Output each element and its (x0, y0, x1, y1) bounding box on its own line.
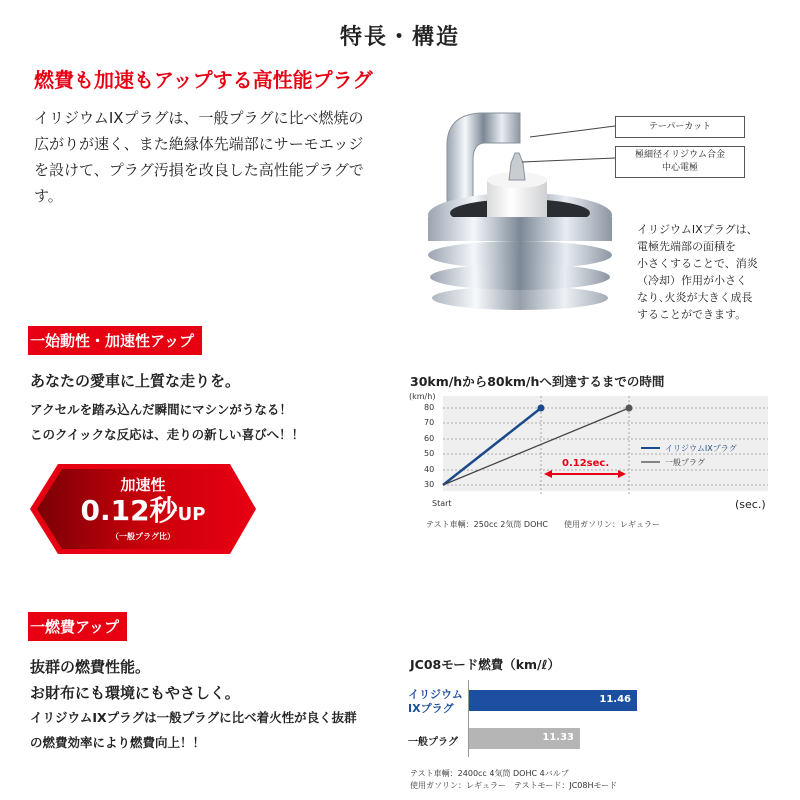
body-line: イリジウムIXプラグは一般プラグに比べ着火性が良く抜群 (30, 710, 357, 725)
section-label-acceleration: 一始動性・加速性アップ (28, 326, 202, 355)
section-label-fuel: 一燃費アップ (28, 612, 127, 641)
accel-chart-footnote: テスト車輌：250cc 2気筒 DOHC 使用ガソリン：レギュラー (426, 520, 660, 529)
fuel-chart-footnote (410, 768, 617, 792)
badge-number: 0.12秒 (80, 494, 178, 527)
badge-text (30, 464, 256, 554)
accel-body (30, 397, 304, 447)
body-line: このクイックな反応は、走りの新しい喜びへ！！ (30, 427, 305, 442)
fuel-lead (30, 654, 240, 706)
y-tick: 70 (424, 418, 435, 427)
callout-taper-cut: テーパーカット (615, 116, 745, 138)
note-line: 小さくすることで、消炎 (637, 257, 758, 270)
badge-value (30, 495, 256, 531)
footnote-line: 使用ガソリン：レギュラー テストモード：JC08Hモード (410, 781, 618, 790)
difference-annotation: 0.12sec. (562, 458, 610, 469)
intro-text (34, 105, 379, 209)
bar-value: 11.33 (542, 732, 574, 743)
y-axis-label: (km/h) (409, 392, 436, 401)
y-tick: 40 (424, 465, 435, 474)
accel-chart-title: 30km/hから80km/hへ到達するまでの時間 (410, 374, 665, 389)
body-line: アクセルを踏み込んだ瞬間にマシンがうなる！ (30, 402, 292, 417)
note-line: することができます。 (637, 308, 747, 321)
fuel-body (30, 705, 357, 755)
badge-title: 加速性 (120, 476, 166, 494)
bar-value: 11.46 (599, 694, 631, 705)
page-title: 特長・構造 (339, 25, 460, 50)
legend-standard: 一般プラグ (665, 458, 705, 467)
note-line: イリジウムIXプラグは、 (637, 223, 758, 236)
intro-line: を設けて、プラグ汚損を改良した高性能プラグで (34, 161, 364, 179)
accel-lead: あなたの愛車に上質な走りを。 (30, 372, 241, 390)
y-tick: 80 (424, 403, 435, 412)
callout-center-electrode (615, 146, 745, 178)
note-line: 電極先端部の面積を (637, 240, 736, 253)
intro-line: す。 (34, 187, 63, 205)
badge-note: （一般プラグ比） (111, 532, 175, 541)
y-tick: 30 (424, 480, 435, 489)
label-line: IXプラグ (408, 702, 454, 715)
y-tick: 60 (424, 434, 435, 443)
headline: 燃費も加速もアップする高性能プラグ (34, 68, 373, 92)
bar-iridium (469, 690, 637, 711)
accel-line-chart (405, 390, 775, 520)
lead-line: お財布にも環境にもやさしく。 (30, 684, 240, 702)
badge-suffix: UP (177, 504, 206, 525)
x-axis-label: (sec.) (735, 498, 766, 511)
bar-label-iridium (408, 688, 463, 716)
illustration-note (637, 221, 777, 323)
bar-label-standard: 一般プラグ (408, 737, 458, 748)
y-tick: 50 (424, 449, 435, 458)
intro-line: イリジウムIXプラグは、一般プラグに比べ燃焼の (34, 109, 364, 127)
callout-line: 極細径イリジウム合金 (635, 150, 725, 160)
spark-plug-illustration (425, 105, 625, 320)
bar-standard (469, 728, 580, 749)
label-line: イリジウム (408, 688, 463, 701)
footnote-line: テスト車輌：2400cc 4気筒 DOHC 4バルブ (410, 769, 569, 778)
x-start-label: Start (432, 499, 452, 508)
callout-line: 中心電極 (661, 163, 698, 173)
note-line: （冷却）作用が小さく (637, 274, 747, 287)
intro-line: 広がりが速く、また絶縁体先端部にサーモエッジ (34, 135, 364, 153)
note-line: なり､火炎が大きく成長 (637, 291, 753, 304)
acceleration-badge (30, 464, 256, 554)
body-line: の燃費効率により燃費向上！！ (30, 735, 206, 750)
lead-line: 抜群の燃費性能。 (30, 658, 151, 676)
legend-iridium: イリジウムIXプラグ (665, 444, 737, 453)
fuel-chart-title: JC08モード燃費（km/ℓ） (410, 657, 561, 672)
